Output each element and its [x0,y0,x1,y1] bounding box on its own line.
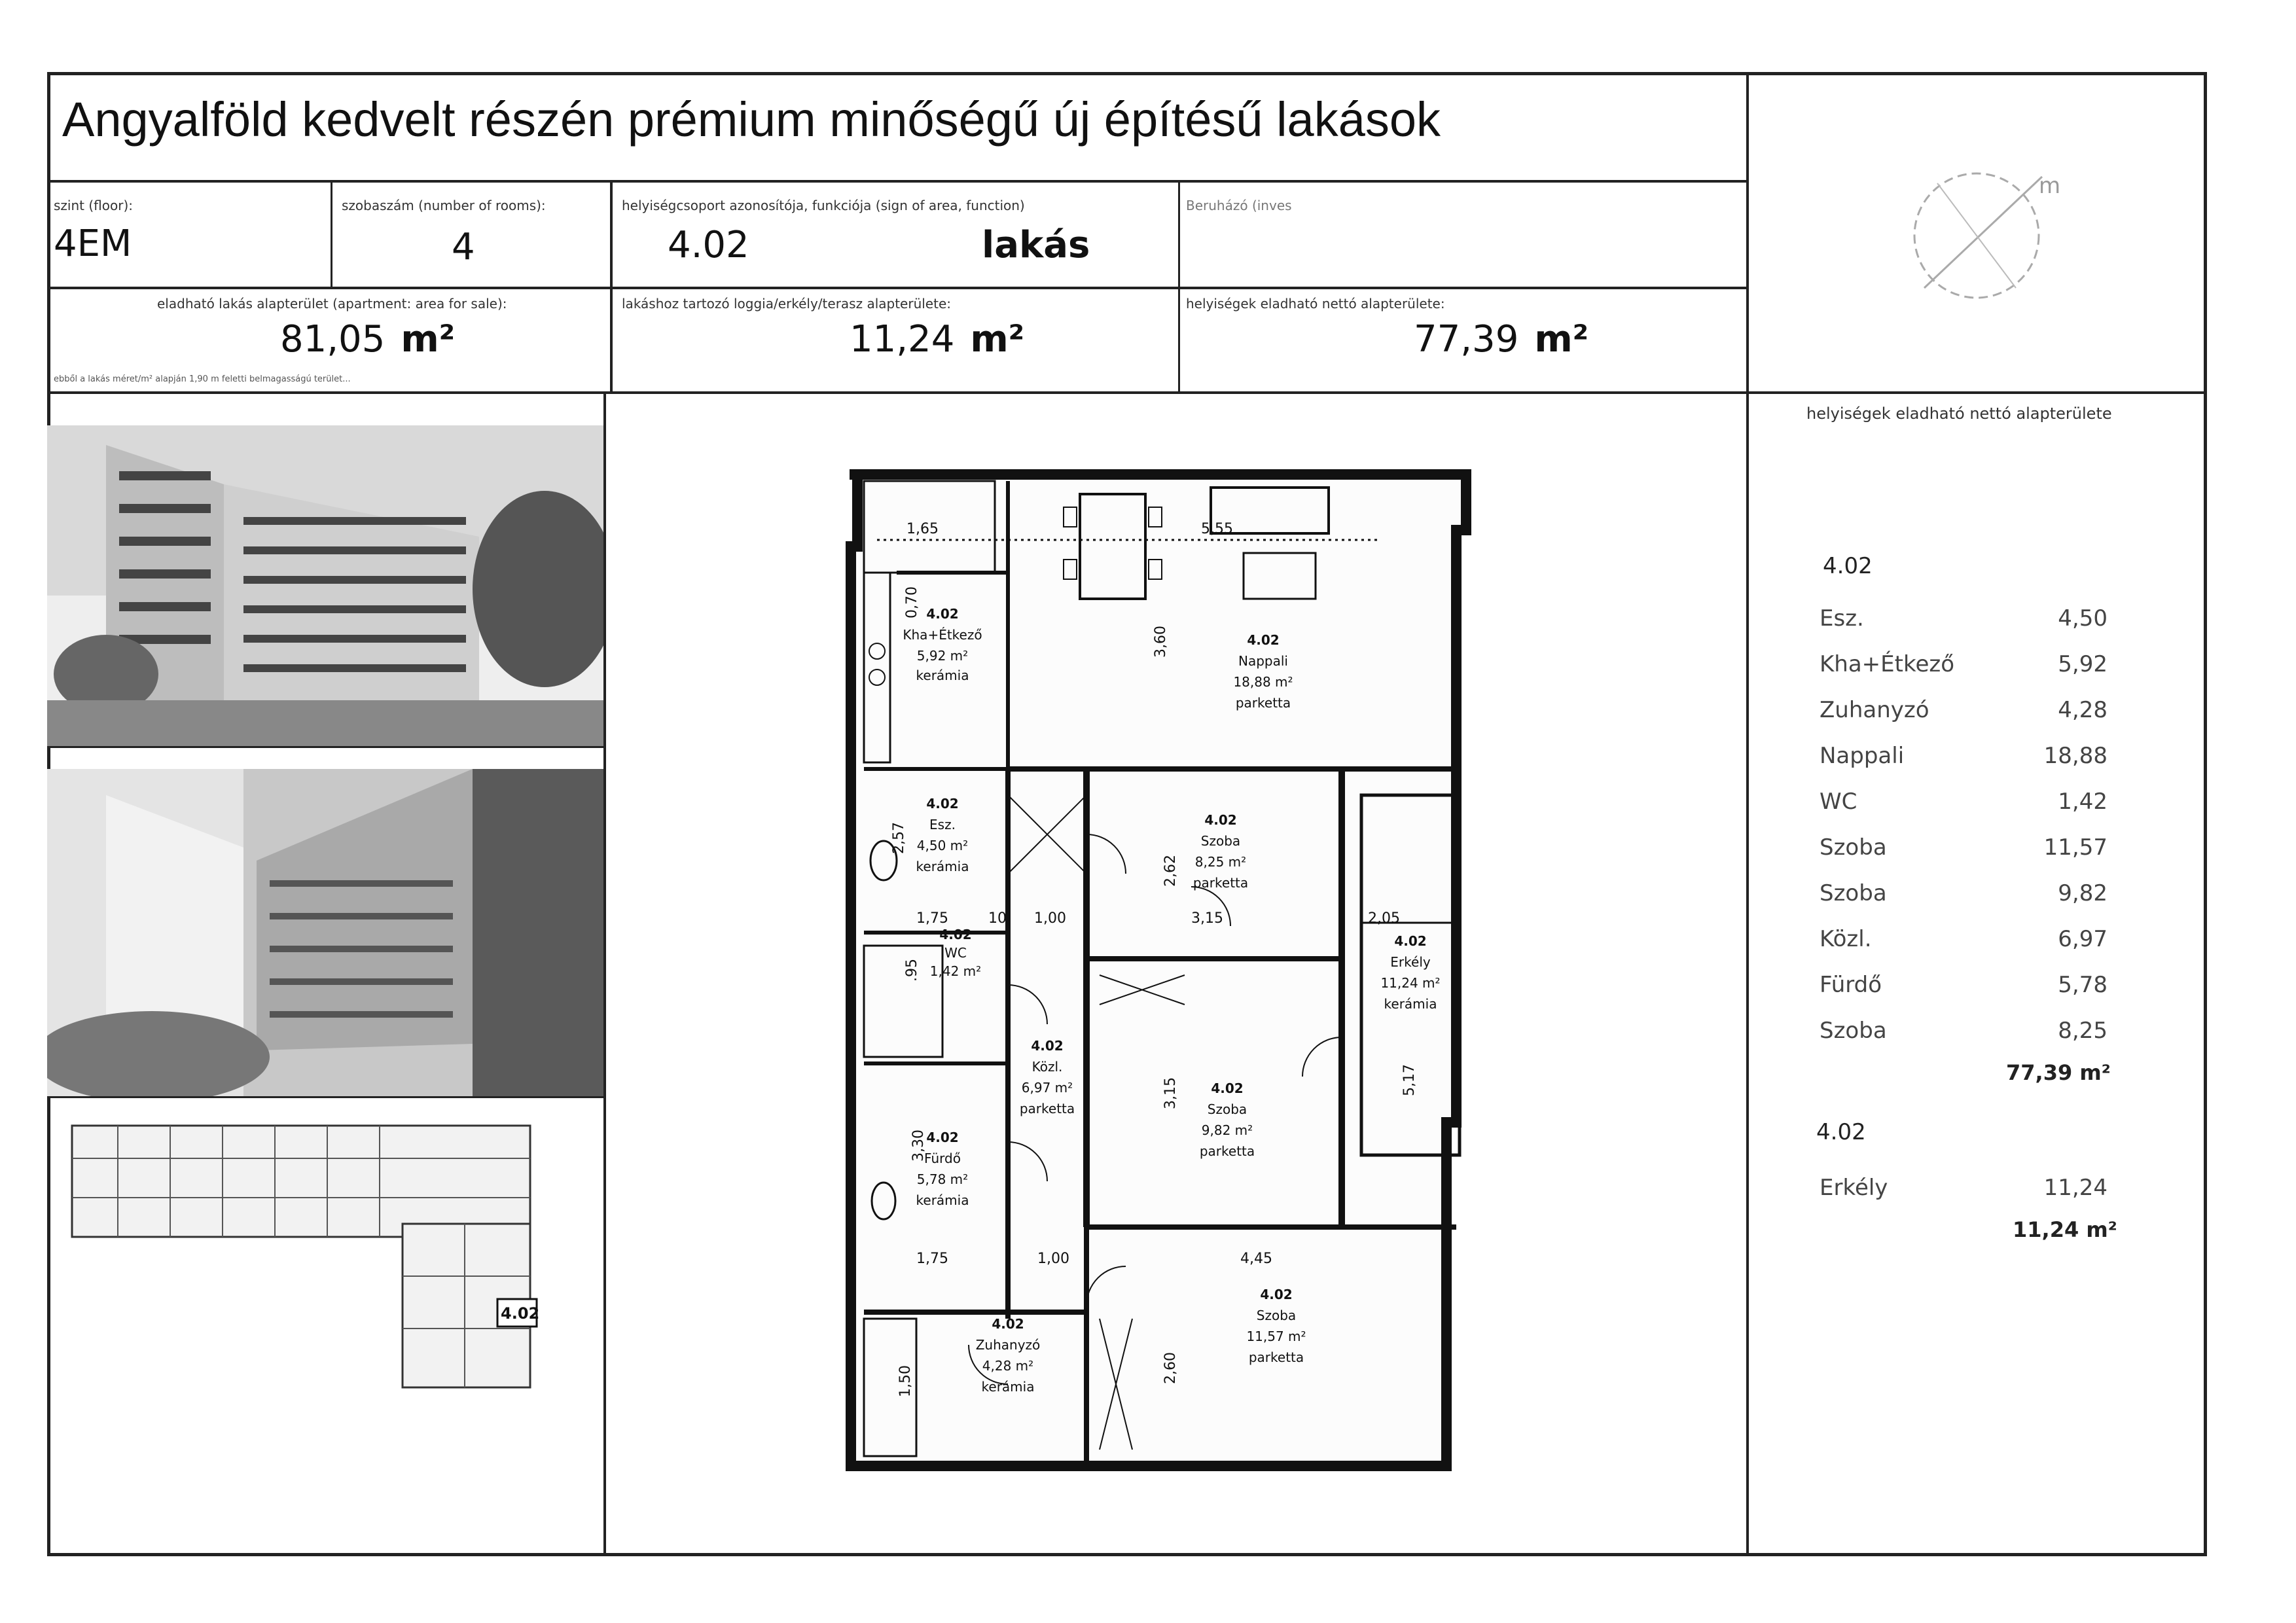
legend-row [1820,605,2108,645]
room-id: 4.02 [1204,812,1237,828]
dimension: 2,57 [891,822,907,854]
room-name: Zuhanyzó [975,1337,1041,1353]
room-name: WC [944,945,967,961]
room-name: Kha+Étkező [1820,651,1955,677]
function-value: lakás [982,224,1090,266]
room-area: 18,88 m² [1233,674,1293,690]
site-plan [65,1119,576,1394]
room-id: 4.02 [1031,1038,1064,1054]
room-area: 4,50 m² [916,838,969,853]
room-area: 5,78 [2058,972,2108,998]
room-floor: parketta [1193,875,1249,891]
room-id: 4.02 [1260,1287,1293,1302]
room-area: 4,28 m² [982,1358,1034,1374]
legend-row [1820,972,2108,1011]
north-arrow-icon [1898,157,2068,301]
net-area [1414,318,1588,361]
loggia-label: lakáshoz tartozó loggia/erkély/terasz alapterülete: [622,296,951,312]
legend-row [1820,789,2108,828]
dimension: 2,62 [1162,855,1179,887]
divider [47,1096,605,1098]
net-area-value: 77,39 [1414,318,1519,361]
legend-row [1820,743,2108,782]
room-name: Esz. [1820,605,1864,632]
dimension: 0,70 [904,586,920,618]
sale-area-unit: m² [401,318,456,361]
dimension: 1,00 [1034,910,1066,927]
room-floor: parketta [1248,1349,1304,1365]
room-floor: kerámia [916,668,969,683]
room-name: Közl. [1031,1059,1063,1075]
legend-total: 11,24 m² [2013,1217,2117,1242]
room-name: Fürdő [924,1150,961,1166]
page-title: Angyalföld kedvelt részén prémium minőségű új építésű lakások [62,92,1441,147]
room-area: 11,57 m² [1246,1329,1306,1344]
dimension: 5,55 [1201,521,1233,537]
room-name: Nappali [1238,653,1288,669]
room-area: 5,92 m² [916,648,969,664]
area-id-value: 4.02 [668,224,749,266]
room-name: Szoba [1820,834,1887,861]
legend-row [1820,651,2108,690]
room-area: 9,82 [2058,880,2108,906]
legend-row [1820,880,2108,919]
legend-row [1820,834,2108,874]
dimension: 3,15 [1162,1077,1179,1109]
divider [47,287,1749,289]
room-name: Erkély [1820,1175,1888,1201]
rooms-label: szobaszám (number of rooms): [342,198,546,213]
net-area-unit: m² [1534,318,1589,361]
divider [610,180,613,391]
dimension: 2,60 [1162,1352,1179,1384]
site-plan-label: 4.02 [501,1304,540,1323]
room-id: 4.02 [926,1130,959,1145]
room-floor: parketta [1199,1143,1255,1159]
dimension: 3,15 [1191,910,1223,927]
divider [47,391,2207,394]
dimension: 4,45 [1240,1251,1272,1267]
room-id: 4.02 [1247,632,1280,648]
loggia-area [850,318,1024,361]
floor-plan [844,468,1473,1476]
divider [331,180,332,287]
dimension: 5,17 [1401,1064,1418,1096]
room-id: 4.02 [926,796,959,812]
room-id: 4.02 [939,927,972,942]
dimension: 10 [988,910,1007,927]
room-id: 4.02 [926,606,959,622]
room-area: 8,25 m² [1194,854,1247,870]
dimension: 1,75 [916,1251,948,1267]
legend-row [1820,697,2108,736]
dimension: .95 [904,959,920,982]
room-area: 6,97 [2058,926,2108,952]
investor-label: Beruházó (inves [1186,198,1292,213]
room-id: 4.02 [1394,933,1427,949]
room-name: Zuhanyzó [1820,697,1929,723]
sale-area-label: eladható lakás alapterület (apartment: area for sale): [157,296,507,312]
dimension: 1,75 [916,910,948,927]
svg-text:m: m [2039,173,2061,199]
footnote: ebből a lakás méret/m² alapján 1,90 m feletti belmagasságú terület... [54,374,351,384]
courtyard-rendering-photo [47,769,603,1096]
loggia-unit: m² [970,318,1025,361]
dimension: 3,30 [910,1130,927,1162]
room-name: Kha+Étkező [903,627,982,643]
room-floor: parketta [1235,695,1291,711]
room-floor: kerámia [981,1379,1035,1395]
legend-row [1820,926,2108,965]
dimension: 1,65 [906,521,939,537]
legend-total: 77,39 m² [2006,1060,2111,1085]
room-name: Erkély [1390,954,1431,970]
legend-row [1820,1018,2108,1057]
rooms-value: 4 [452,226,475,268]
divider [47,746,605,748]
room-area: 1,42 m² [929,963,982,979]
room-area: 18,88 [2043,743,2108,769]
dimension: 3,60 [1153,626,1169,658]
room-area: 4,28 [2058,697,2108,723]
divider [1178,180,1180,391]
area-id-label: helyiségcsoport azonosítója, funkciója (sign of area, function) [622,198,1025,213]
net-area-label: helyiségek eladható nettó alapterülete: [1186,296,1445,312]
room-floor: kerámia [916,859,969,874]
room-area: 9,82 m² [1201,1122,1253,1138]
sale-area [280,318,455,361]
room-name: Szoba [1820,1018,1887,1044]
room-name: Szoba [1820,880,1887,906]
room-area: 5,92 [2058,651,2108,677]
room-floor: kerámia [1384,996,1437,1012]
divider [47,180,1749,183]
room-id: 4.02 [992,1316,1024,1332]
room-name: WC [1820,789,1857,815]
room-name: Szoba [1256,1308,1297,1323]
room-name: Fürdő [1820,972,1882,998]
legend-group-id: 4.02 [1823,553,1873,579]
divider [1746,72,1749,1556]
room-area: 1,42 [2058,789,2108,815]
legend-row [1820,1175,2108,1214]
legend-caption: helyiségek eladható nettó alapterülete [1806,404,2112,423]
building-rendering-photo [47,425,603,746]
room-floor: parketta [1019,1101,1075,1116]
room-area: 11,24 [2043,1175,2108,1201]
room-area: 8,25 [2058,1018,2108,1044]
legend-group-id: 4.02 [1816,1119,1866,1145]
room-name: Szoba [1207,1101,1247,1117]
sale-area-value: 81,05 [280,318,386,361]
loggia-value: 11,24 [850,318,955,361]
room-area: 5,78 m² [916,1171,969,1187]
dimension: 1,50 [897,1365,914,1397]
floor-label: szint (floor): [54,198,133,213]
room-name: Nappali [1820,743,1905,769]
room-name: Közl. [1820,926,1872,952]
room-name: Szoba [1200,833,1241,849]
room-area: 11,57 [2043,834,2108,861]
room-area: 4,50 [2058,605,2108,632]
divider [603,391,606,1556]
room-floor: kerámia [916,1192,969,1208]
dimension: 2,05 [1368,910,1400,927]
room-area: 6,97 m² [1021,1080,1073,1096]
floor-value: 4EM [54,223,132,265]
room-id: 4.02 [1211,1080,1244,1096]
room-area: 11,24 m² [1380,975,1441,991]
dimension: 1,00 [1037,1251,1069,1267]
room-name: Esz. [929,817,956,832]
